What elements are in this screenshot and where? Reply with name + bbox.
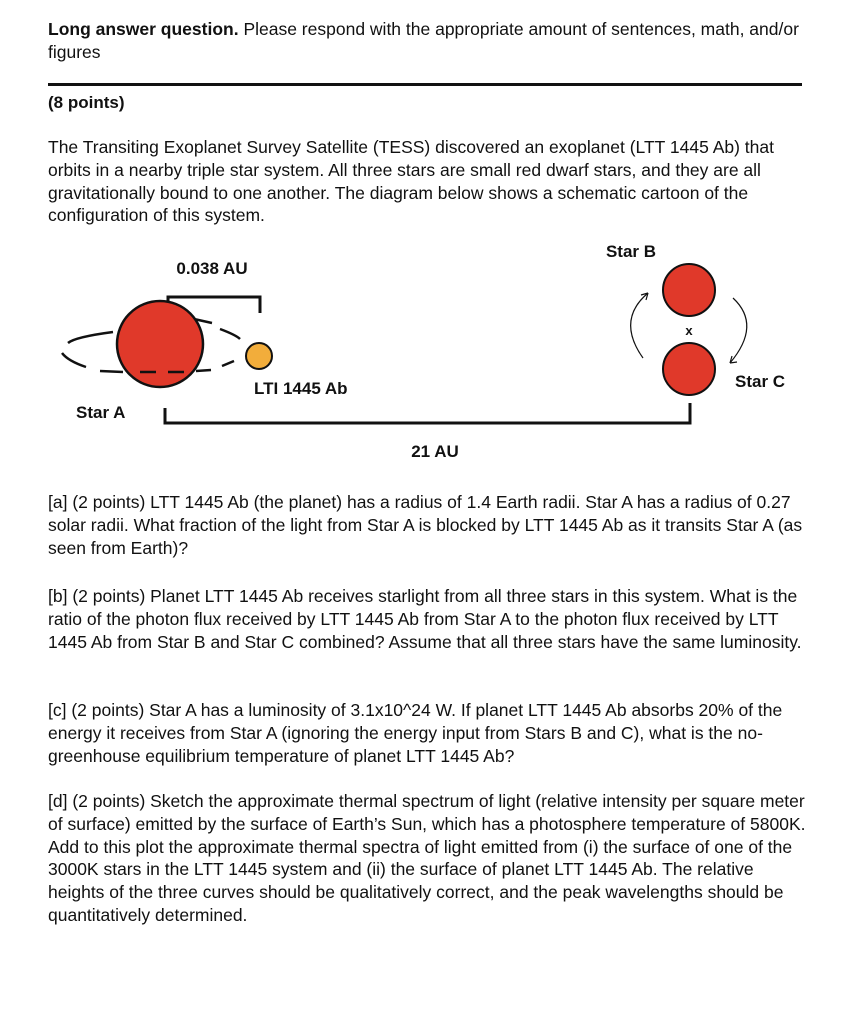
star-c <box>663 343 715 395</box>
orbit-arrow-right <box>730 298 747 363</box>
outer-distance-bracket <box>165 403 690 423</box>
header-instructions: Please respond with the appropriate amount of sentences, math, and/or figures <box>48 19 799 62</box>
orbit-arrow-left <box>631 293 648 358</box>
header-divider <box>48 83 802 86</box>
star-a-label: Star A <box>76 403 126 422</box>
barycenter-mark: x <box>685 323 693 338</box>
orbit-dash-left <box>62 332 123 372</box>
header-bold-lead: Long answer question. <box>48 19 239 39</box>
outer-distance-label: 21 AU <box>411 442 459 461</box>
question-b: [b] (2 points) Planet LTT 1445 Ab receives starlight from all three stars in this system. What is the ratio of the photon flux received by LTT 1445 Ab from Star A to the photon flux received by LTT 1445 Ab from Star B and Star C combined? Assume that all three stars have the same luminosity. <box>48 586 802 652</box>
triple-star-diagram <box>0 235 859 465</box>
intro-paragraph: The Transiting Exoplanet Survey Satellite (TESS) discovered an exoplanet (LTT 1445 Ab) that orbits in a nearby triple star system. All three stars are small red dwarf stars, and they are all gravitationally bound to one another. The diagram below shows a schematic cartoon of the configuration of this system. <box>48 137 774 226</box>
star-c-label: Star C <box>735 372 786 391</box>
star-b <box>663 264 715 316</box>
star-b-label: Star B <box>605 242 657 261</box>
question-header <box>48 18 808 64</box>
inner-distance-label: 0.038 AU <box>176 259 248 278</box>
question-c: [c] (2 points) Star A has a luminosity of 3.1x10^24 W. If planet LTT 1445 Ab absorbs 20% of the energy it receives from Star A (ignoring the energy input from Stars B and C), what is the no-greenhouse equilibrium temperature of planet LTT 1445 Ab? <box>48 700 783 766</box>
planet-ltt-1445-ab <box>246 343 272 369</box>
star-a <box>117 301 203 387</box>
question-d: [d] (2 points) Sketch the approximate thermal spectrum of light (relative intensity per square meter of surface) emitted by the surface of Earth’s Sun, which has a photosphere temperature of 5800K. Add to this plot the approximate thermal spectra of light emitted from (i) the surface of one of the 3000K stars in the LTT 1445 system and (ii) the surface of planet LTT 1445 Ab. The relative heights of the three curves should be qualitatively correct, and the peak wavelengths should be quantitatively determined. <box>48 791 806 925</box>
points-label: (8 points) <box>48 93 125 112</box>
question-a: [a] (2 points) LTT 1445 Ab (the planet) has a radius of 1.4 Earth radii. Star A has a radius of 0.27 solar radii. What fraction of the light from Star A is blocked by LTT 1445 Ab as it transits Star A (as seen from Earth)? <box>48 492 803 558</box>
planet-label: LTI 1445 Ab <box>254 379 348 398</box>
